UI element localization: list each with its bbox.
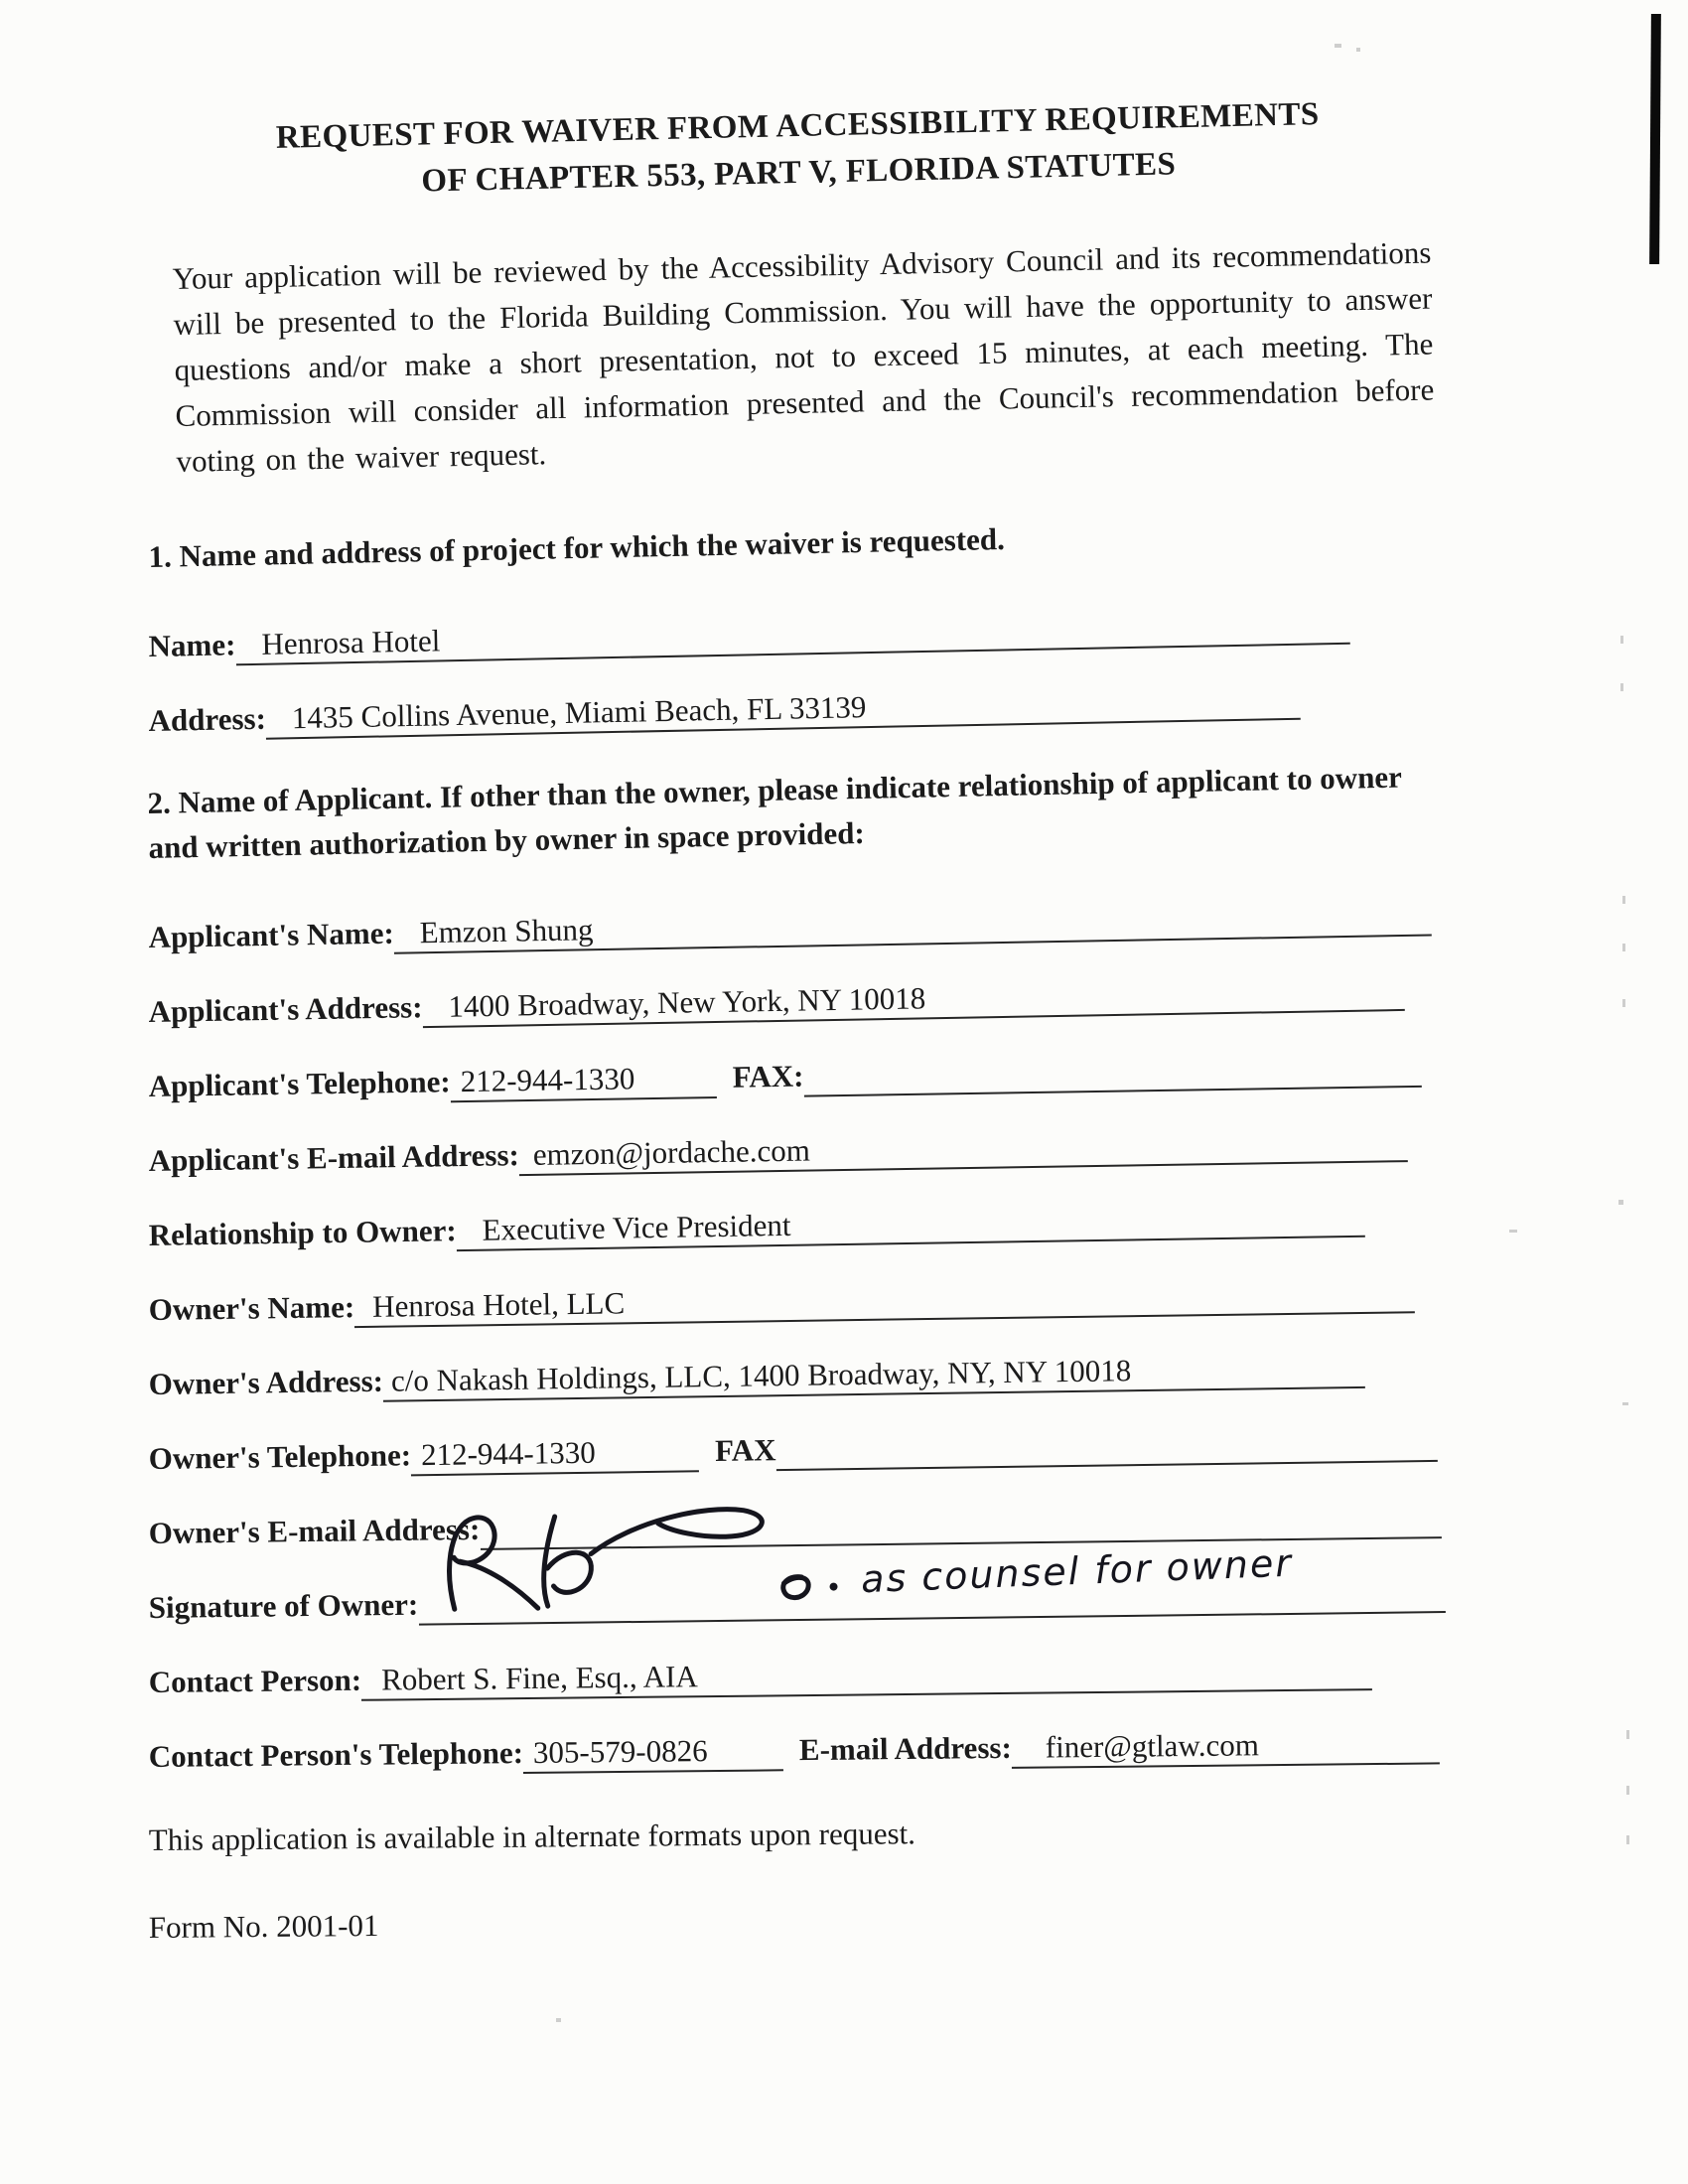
owner-address-field <box>383 1347 1365 1402</box>
contact-email-field <box>1012 1722 1440 1769</box>
applicant-email-row <box>148 1119 1449 1182</box>
project-address-field <box>265 678 1300 740</box>
intro-paragraph: Your application will be reviewed by the Accessibility Advisory Council and its recommendations will be presented to the Florida Building Commission. You will have the opportunity to answer questions and/or make a short presentation, not to exceed 15 minutes, at each meeting. The Commission will consider all information presented and the Council's recommendation before voting on the waiver request. <box>172 234 1435 479</box>
signature-note: as counsel for owner <box>859 1540 1294 1602</box>
contact-phone-field <box>523 1729 783 1774</box>
scan-edge-bar <box>1649 14 1661 264</box>
contact-person-value: Robert S. Fine, Esq., AIA <box>380 1659 698 1697</box>
owner-email-label: Owner's E-mail Address: <box>148 1511 481 1550</box>
form-content <box>147 96 1450 1994</box>
relationship-field <box>456 1196 1365 1251</box>
applicant-address-field <box>422 969 1405 1028</box>
owner-fax-label: FAX <box>714 1432 776 1468</box>
scan-speck <box>1622 944 1625 951</box>
owner-name-row <box>148 1271 1449 1331</box>
project-name-value: Henrosa Hotel <box>261 623 441 661</box>
contact-phone-value: 305-579-0826 <box>532 1733 708 1770</box>
scan-speck <box>1618 1200 1623 1205</box>
scan-speck <box>1509 1230 1517 1233</box>
scan-speck <box>1622 1402 1628 1405</box>
applicant-phone-label: Applicant's Telephone: <box>148 1064 451 1103</box>
signature-label: Signature of Owner: <box>148 1586 419 1625</box>
scan-speck <box>1620 636 1623 644</box>
applicant-phone-field <box>450 1057 717 1102</box>
project-address-value: 1435 Collins Avenue, Miami Beach, FL 33139 <box>291 689 867 736</box>
applicant-email-label: Applicant's E-mail Address: <box>148 1137 520 1178</box>
form-number: Form No. 2001-01 <box>148 1907 379 1945</box>
relationship-row <box>148 1194 1449 1256</box>
scan-speck <box>1626 1786 1629 1795</box>
applicant-address-row <box>148 968 1450 1033</box>
owner-address-row <box>148 1346 1449 1405</box>
scan-speck <box>1356 48 1360 52</box>
owner-signature-image <box>423 1489 1377 1622</box>
applicant-name-value: Emzon Shung <box>419 912 594 950</box>
owner-address-label: Owner's Address: <box>148 1363 384 1401</box>
applicant-name-row <box>148 894 1450 958</box>
owner-address-value: c/o Nakash Holdings, LLC, 1400 Broadway, NY, NY 10018 <box>390 1353 1132 1398</box>
project-name-row <box>148 601 1450 667</box>
section2-heading: 2. Name of Applicant. If other than the owner, please indicate relationship of applicant to owner and written authorization by owner in space provided: <box>147 759 1402 865</box>
applicant-phone-value: 212-944-1330 <box>460 1061 635 1098</box>
owner-phone-field <box>411 1430 700 1476</box>
scan-speck <box>1622 896 1625 904</box>
project-address-label: Address: <box>148 700 267 739</box>
contact-person-label: Contact Person: <box>148 1662 362 1699</box>
signature-row <box>148 1540 1449 1629</box>
section1-heading: 1. Name and address of project for which the waiver is requested. <box>148 521 1006 575</box>
owner-phone-label: Owner's Telephone: <box>148 1437 412 1476</box>
relationship-label: Relationship to Owner: <box>148 1213 457 1252</box>
contact-email-label: E-mail Address: <box>798 1729 1012 1768</box>
form-title-line2: OF CHAPTER 553, PART V, FLORIDA STATUTES <box>421 146 1177 200</box>
applicant-name-field <box>393 894 1431 953</box>
form-title-line1: REQUEST FOR WAIVER FROM ACCESSIBILITY REQUIREMENTS <box>275 96 1320 156</box>
relationship-value: Executive Vice President <box>482 1207 791 1247</box>
scan-speck <box>1626 1835 1629 1844</box>
alternate-formats-note: This application is available in alternate formats upon request. <box>148 1816 916 1857</box>
applicant-address-label: Applicant's Address: <box>148 989 423 1029</box>
scan-speck <box>1626 1730 1629 1739</box>
contact-person-row <box>149 1648 1450 1703</box>
applicant-email-field <box>519 1120 1408 1176</box>
owner-phone-value: 212-944-1330 <box>420 1434 596 1473</box>
scan-speck <box>556 2018 561 2022</box>
owner-name-label: Owner's Name: <box>148 1289 355 1327</box>
owner-name-value: Henrosa Hotel, LLC <box>371 1285 626 1324</box>
contact-person-field <box>361 1649 1372 1701</box>
project-address-row <box>148 675 1450 742</box>
owner-phone-row <box>148 1420 1449 1480</box>
project-name-label: Name: <box>148 627 236 664</box>
contact-phone-row <box>149 1722 1450 1778</box>
applicant-phone-row <box>148 1045 1449 1107</box>
applicant-name-label: Applicant's Name: <box>148 915 395 954</box>
signature-field <box>418 1540 1446 1626</box>
applicant-address-value: 1400 Broadway, New York, NY 10018 <box>448 980 926 1024</box>
scan-speck <box>1622 999 1625 1007</box>
scan-speck <box>1620 683 1623 691</box>
project-name-field <box>235 603 1350 666</box>
contact-email-value: finer@gtlaw.com <box>1045 1727 1260 1765</box>
form-title <box>182 89 1415 211</box>
owner-name-field <box>354 1271 1415 1328</box>
applicant-fax-label: FAX: <box>732 1058 804 1094</box>
owner-fax-field <box>775 1420 1438 1471</box>
scan-speck <box>1335 44 1341 48</box>
contact-phone-label: Contact Person's Telephone: <box>148 1734 524 1774</box>
applicant-email-value: emzon@jordache.com <box>532 1132 811 1172</box>
applicant-fax-field <box>803 1046 1422 1097</box>
